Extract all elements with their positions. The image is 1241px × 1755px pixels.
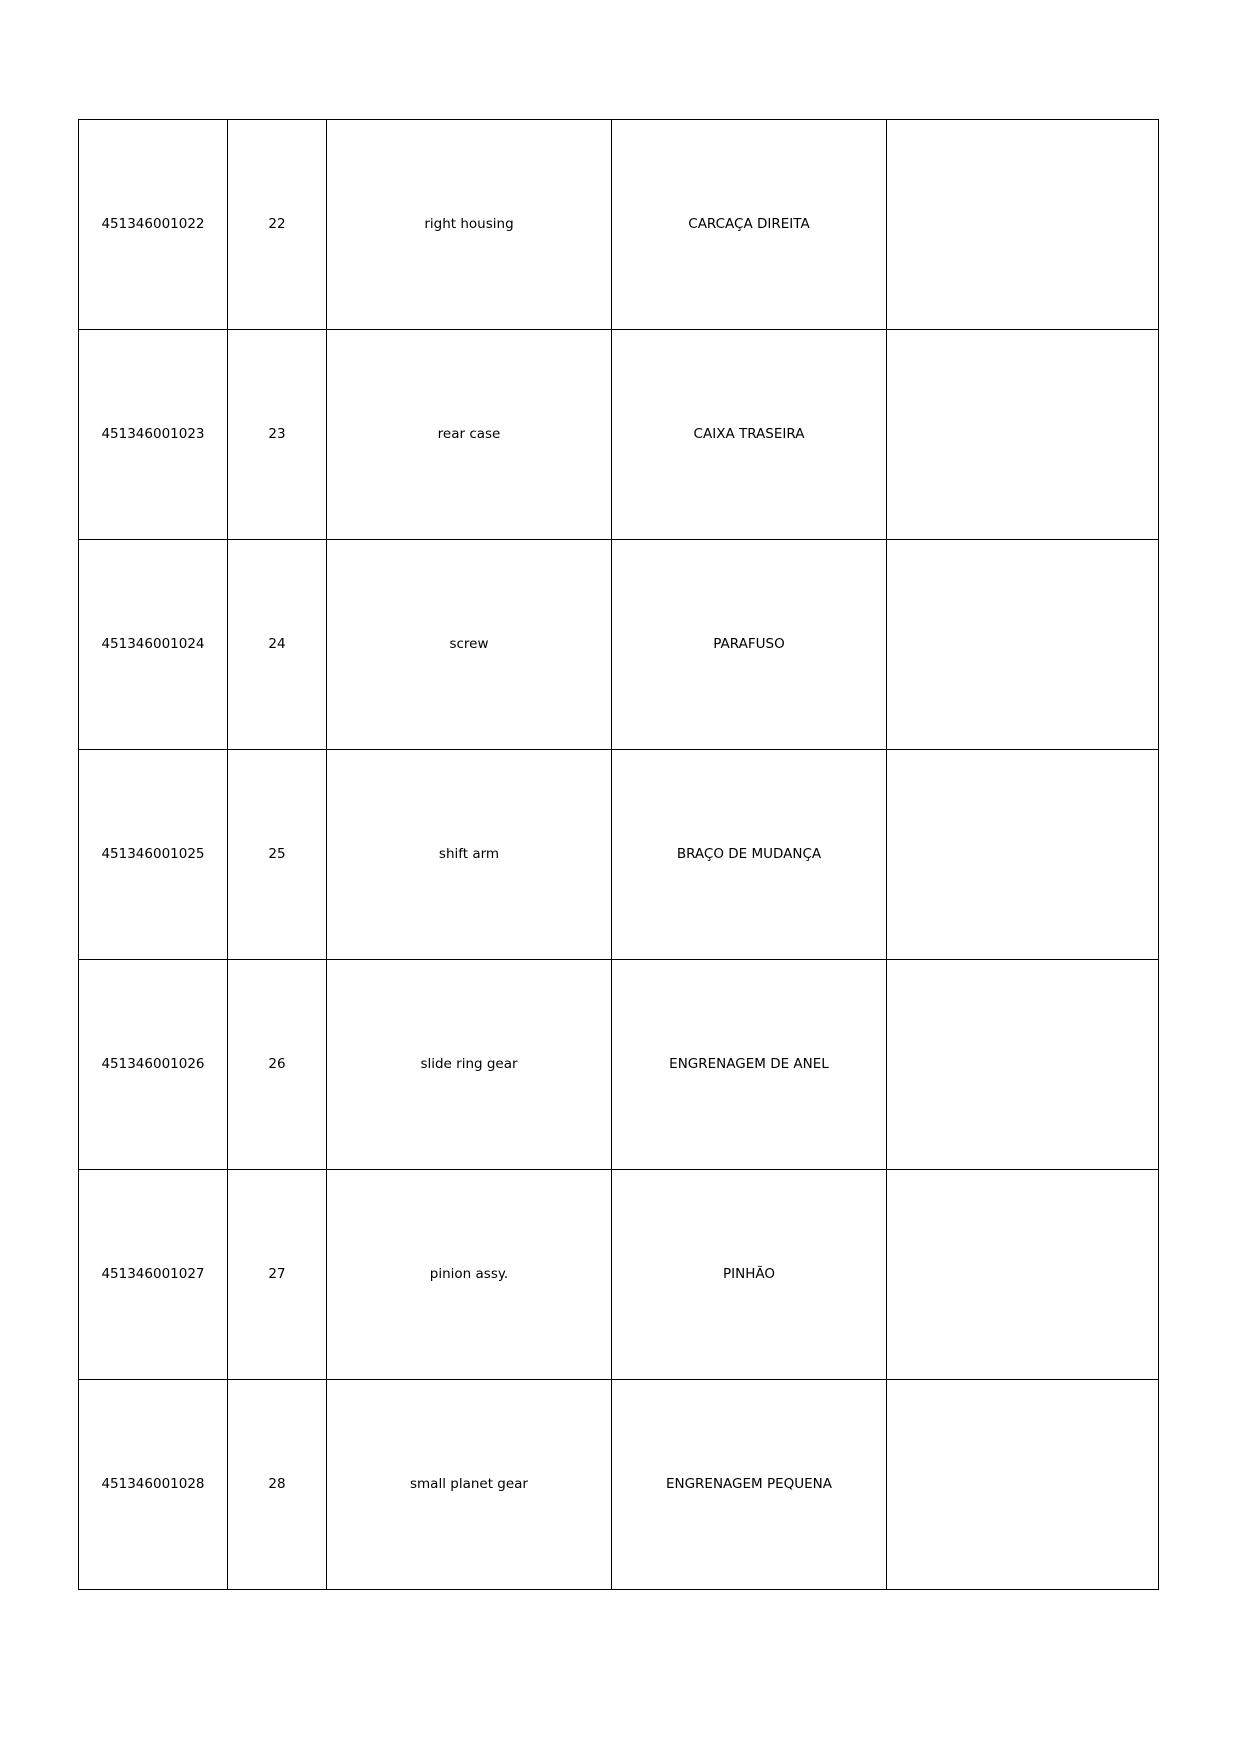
item-number-cell: 26 xyxy=(228,960,327,1170)
part-code-cell: 451346001025 xyxy=(79,750,228,960)
description-en-cell: slide ring gear xyxy=(327,960,612,1170)
notes-cell xyxy=(887,960,1159,1170)
description-en-cell: pinion assy. xyxy=(327,1170,612,1380)
table-row xyxy=(79,120,1159,330)
notes-cell xyxy=(887,330,1159,540)
description-en-cell: small planet gear xyxy=(327,1380,612,1590)
table-row xyxy=(79,750,1159,960)
part-code-cell: 451346001028 xyxy=(79,1380,228,1590)
item-number-cell: 27 xyxy=(228,1170,327,1380)
table-row xyxy=(79,1170,1159,1380)
item-number-cell: 28 xyxy=(228,1380,327,1590)
item-number-cell: 25 xyxy=(228,750,327,960)
item-number-cell: 24 xyxy=(228,540,327,750)
description-pt-cell: ENGRENAGEM PEQUENA xyxy=(612,1380,887,1590)
part-code-cell: 451346001027 xyxy=(79,1170,228,1380)
part-code-cell: 451346001022 xyxy=(79,120,228,330)
part-code-cell: 451346001024 xyxy=(79,540,228,750)
part-code-cell: 451346001026 xyxy=(79,960,228,1170)
table-row xyxy=(79,960,1159,1170)
notes-cell xyxy=(887,1380,1159,1590)
table-row xyxy=(79,1380,1159,1590)
description-pt-cell: CAIXA TRASEIRA xyxy=(612,330,887,540)
description-en-cell: rear case xyxy=(327,330,612,540)
description-pt-cell: CARCAÇA DIREITA xyxy=(612,120,887,330)
description-en-cell: right housing xyxy=(327,120,612,330)
description-pt-cell: PARAFUSO xyxy=(612,540,887,750)
notes-cell xyxy=(887,540,1159,750)
item-number-cell: 22 xyxy=(228,120,327,330)
description-pt-cell: BRAÇO DE MUDANÇA xyxy=(612,750,887,960)
item-number-cell: 23 xyxy=(228,330,327,540)
notes-cell xyxy=(887,750,1159,960)
notes-cell xyxy=(887,1170,1159,1380)
table-row xyxy=(79,540,1159,750)
table-row xyxy=(79,330,1159,540)
description-en-cell: screw xyxy=(327,540,612,750)
notes-cell xyxy=(887,120,1159,330)
part-code-cell: 451346001023 xyxy=(79,330,228,540)
description-en-cell: shift arm xyxy=(327,750,612,960)
parts-table xyxy=(78,119,1159,1590)
description-pt-cell: ENGRENAGEM DE ANEL xyxy=(612,960,887,1170)
description-pt-cell: PINHÃO xyxy=(612,1170,887,1380)
